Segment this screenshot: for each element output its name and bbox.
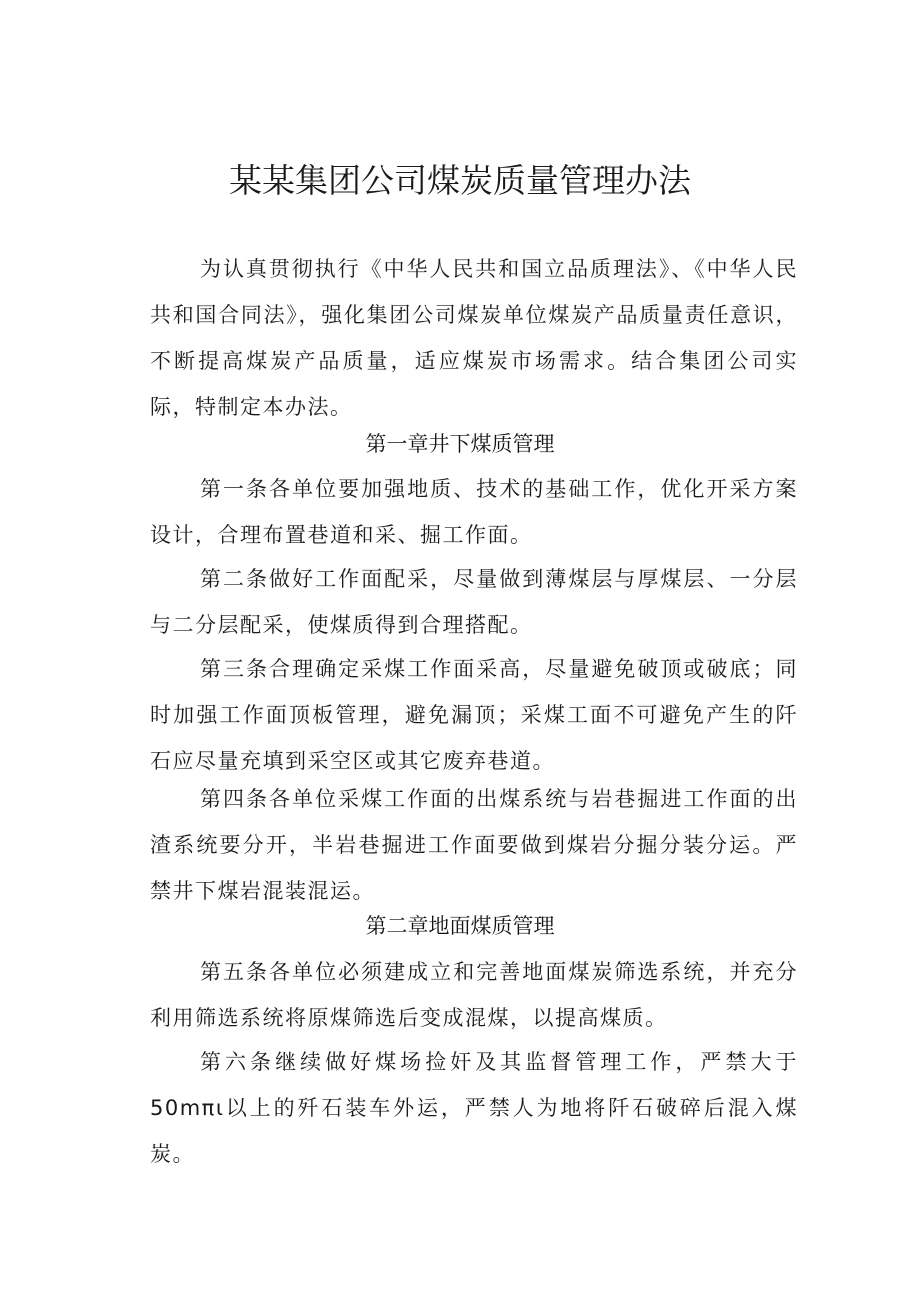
chapter-1-heading: 第一章井下煤质管理 [365, 432, 555, 456]
document-title: 某某集团公司煤炭质量管理办法 [229, 161, 691, 200]
chapter-2-heading: 第二章地面煤质管理 [365, 914, 555, 938]
article-4: 第四条各单位采煤工作面的出煤系统与岩巷掘进工作面的出渣系统要分开，半岩巷掘进工作面要做到煤岩分掘分装分运。严禁井下煤岩混装混运。 [150, 787, 798, 903]
article-5: 第五条各单位必须建成立和完善地面煤炭筛选系统，并充分利用筛选系统将原煤筛选后变成混煤，以提高煤质。 [150, 960, 798, 1030]
article-6: 第六条继续做好煤场捡奸及其监督管理工作，严禁大于50mπι以上的歼石装车外运，严禁人为地将阡石破碎后混入煤炭。 [150, 1050, 798, 1166]
article-1: 第一条各单位要加强地质、技术的基础工作，优化开采方案设计，合理布置巷道和采、掘工作面。 [150, 477, 798, 547]
intro-paragraph: 为认真贯彻执行《中华人民共和国立品质理法》、《中华人民共和国合同法》，强化集团公司煤炭单位煤炭产品质量责任意识，不断提高煤炭产品质量，适应煤炭市场需求。结合集团公司实际，特制定本办法。 [150, 257, 798, 419]
article-2: 第二条做好工作面配采，尽量做到薄煤层与厚煤层、一分层与二分层配采，使煤质得到合理搭配。 [150, 567, 798, 637]
article-3: 第三条合理确定采煤工作面采高，尽量避免破顶或破底；同时加强工作面顶板管理，避免漏顶；采煤工面不可避免产生的阡石应尽量充填到采空区或其它废弃巷道。 [150, 657, 798, 773]
